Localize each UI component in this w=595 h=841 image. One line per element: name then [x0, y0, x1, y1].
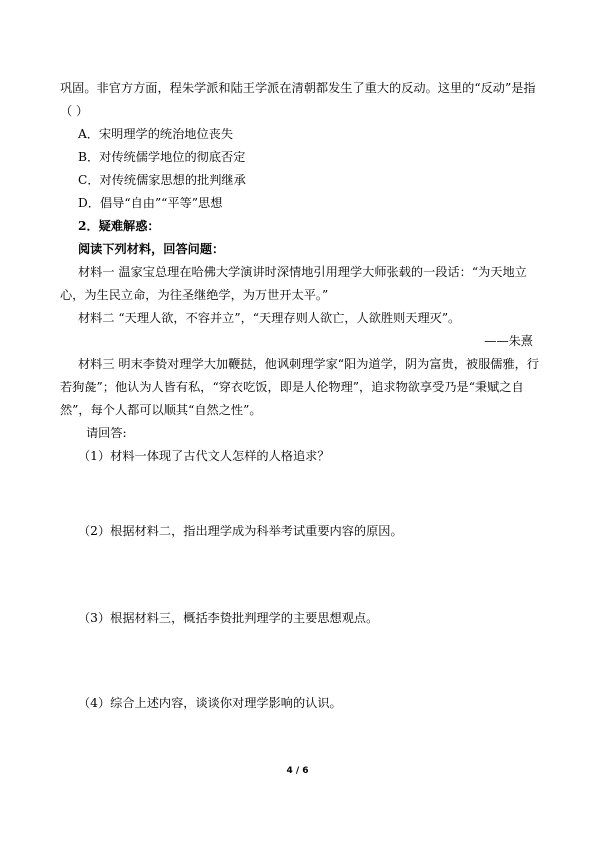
material-three-line: 材料三 明末李贽对理学大加鞭挞，他讽刺理学家“阳为道学，阴为富贵，被服儒雅，行 [78, 357, 540, 371]
option-d: D．倡导“自由”“平等”思想 [78, 196, 223, 210]
question-3: （3）根据材料三，概括李贽批判理学的主要思想观点。 [78, 611, 379, 625]
option-b: B．对传统儒学地位的彻底否定 [78, 150, 246, 164]
question-2: （2）根据材料二，指出理学成为科举考试重要内容的原因。 [78, 524, 403, 538]
question-4: （4）综合上述内容，谈谈你对理学影响的认识。 [78, 696, 342, 710]
answer-bracket: （ ） [60, 104, 89, 118]
section-title: 2．疑难解惑： [78, 219, 160, 233]
instruction: 阅读下列材料，回答问题： [78, 242, 225, 256]
page-number: 4 / 6 [286, 766, 309, 776]
material-three-line: 若狗彘”；他认为人皆有私，“穿衣吃饭，即是人伦物理”，追求物欲享受乃是“秉赋之自 [60, 380, 524, 394]
option-a: A．宋明理学的统治地位丧失 [78, 127, 234, 141]
paragraph-line: 巩固。非官方方面，程朱学派和陆王学派在清朝都发生了重大的反动。这里的“反动”是指 [60, 81, 536, 95]
prompt: 请回答: [86, 426, 127, 440]
material-two: 材料二 “天理人欲，不容并立”，“天理存则人欲亡，人欲胜则天理灭”。 [78, 311, 461, 325]
material-one-line: 心，为生民立命，为往圣继绝学，为万世开太平。” [60, 288, 329, 302]
material-three-line: 然”，每个人都可以顺其“自然之性”。 [60, 403, 262, 417]
question-1: （1）材料一体现了古代文人怎样的人格追求？ [78, 449, 330, 463]
material-one-line: 材料一 温家宝总理在哈佛大学演讲时深情地引用理学大师张载的一段话：“为天地立 [78, 265, 527, 279]
material-two-source: ——朱熹 [484, 334, 533, 348]
option-c: C．对传统儒家思想的批判继承 [78, 173, 246, 187]
